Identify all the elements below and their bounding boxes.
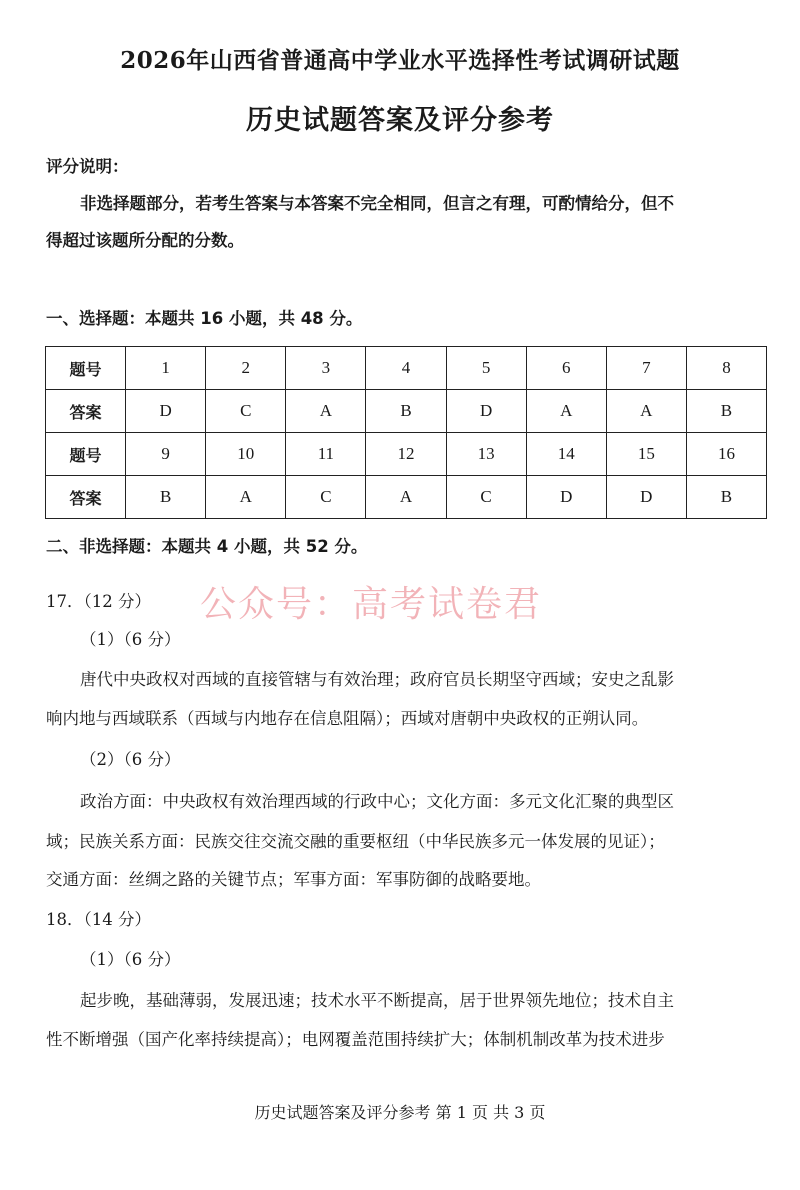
table-row (46, 390, 767, 433)
answer-cell: A (606, 390, 686, 433)
q17-part2-line-3: 交通方面：丝绸之路的关键节点；军事方面：军事防御的战略要地。 (46, 870, 541, 889)
answer-cell: C (446, 476, 526, 519)
question-number: 1 (126, 347, 206, 390)
question-number: 14 (526, 433, 606, 476)
answer-cell: B (126, 476, 206, 519)
answer-cell: D (126, 390, 206, 433)
row-label-answer: 答案 (46, 390, 126, 433)
q18-label: 18．（14 分） (46, 910, 151, 929)
q18-part1-label: （1）（6 分） (80, 950, 181, 969)
question-number: 11 (286, 433, 366, 476)
question-number: 3 (286, 347, 366, 390)
question-number: 16 (686, 433, 766, 476)
question-number: 9 (126, 433, 206, 476)
answer-cell: C (206, 390, 286, 433)
document-subtitle: 历史试题答案及评分参考 (246, 105, 554, 136)
answer-cell: A (366, 476, 446, 519)
question-number: 10 (206, 433, 286, 476)
question-number: 13 (446, 433, 526, 476)
q17-part2-line-2: 域；民族关系方面：民族交往交流交融的重要枢纽（中华民族多元一体发展的见证）； (46, 832, 665, 851)
scoring-notes-line-2: 得超过该题所分配的分数。 (46, 231, 244, 250)
answer-cell: B (366, 390, 446, 433)
q17-part1-label: （1）（6 分） (80, 630, 181, 649)
question-number: 6 (526, 347, 606, 390)
table-row (46, 476, 767, 519)
answer-cell: B (686, 476, 766, 519)
q18-part1-line-1: 起步晚，基础薄弱，发展迅速；技术水平不断提高，居于世界领先地位；技术自主 (80, 991, 674, 1010)
question-number: 5 (446, 347, 526, 390)
q17-label: 17．（12 分） (46, 592, 151, 611)
question-number: 2 (206, 347, 286, 390)
q18-part1-line-2: 性不断增强（国产化率持续提高）；电网覆盖范围持续扩大；体制机制改革为技术进步 (46, 1030, 665, 1049)
row-label-answer: 答案 (46, 476, 126, 519)
table-row (46, 347, 767, 390)
question-number: 4 (366, 347, 446, 390)
answer-table (45, 346, 767, 519)
answer-cell: A (206, 476, 286, 519)
scoring-notes-line-1: 非选择题部分，若考生答案与本答案不完全相同，但言之有理，可酌情给分，但不 (80, 194, 674, 213)
watermark-text: 公众号：高考试卷君 (200, 584, 543, 625)
q17-part2-line-1: 政治方面：中央政权有效治理西域的行政中心；文化方面：多元文化汇聚的典型区 (80, 792, 674, 811)
answer-cell: B (686, 390, 766, 433)
row-label-number: 题号 (46, 433, 126, 476)
section-1-heading: 一、选择题：本题共 16 小题，共 48 分。 (46, 309, 363, 328)
question-number: 8 (686, 347, 766, 390)
question-number: 12 (366, 433, 446, 476)
scoring-notes-heading: 评分说明： (46, 157, 129, 176)
table-row (46, 433, 767, 476)
answer-cell: D (606, 476, 686, 519)
q17-part1-line-1: 唐代中央政权对西域的直接管辖与有效治理；政府官员长期坚守西域；安史之乱影 (80, 670, 674, 689)
q17-part1-line-2: 响内地与西域联系（西域与内地存在信息阻隔）；西域对唐朝中央政权的正朔认同。 (46, 709, 649, 728)
answer-cell: C (286, 476, 366, 519)
answer-cell: A (526, 390, 606, 433)
question-number: 15 (606, 433, 686, 476)
answer-cell: D (526, 476, 606, 519)
exam-title: 2026年山西省普通高中学业水平选择性考试调研试题 (120, 47, 680, 74)
answer-cell: A (286, 390, 366, 433)
row-label-number: 题号 (46, 347, 126, 390)
page-footer: 历史试题答案及评分参考 第 1 页 共 3 页 (254, 1103, 546, 1122)
q17-part2-label: （2）（6 分） (80, 750, 181, 769)
question-number: 7 (606, 347, 686, 390)
section-2-heading: 二、非选择题：本题共 4 小题，共 52 分。 (46, 537, 368, 556)
answer-cell: D (446, 390, 526, 433)
